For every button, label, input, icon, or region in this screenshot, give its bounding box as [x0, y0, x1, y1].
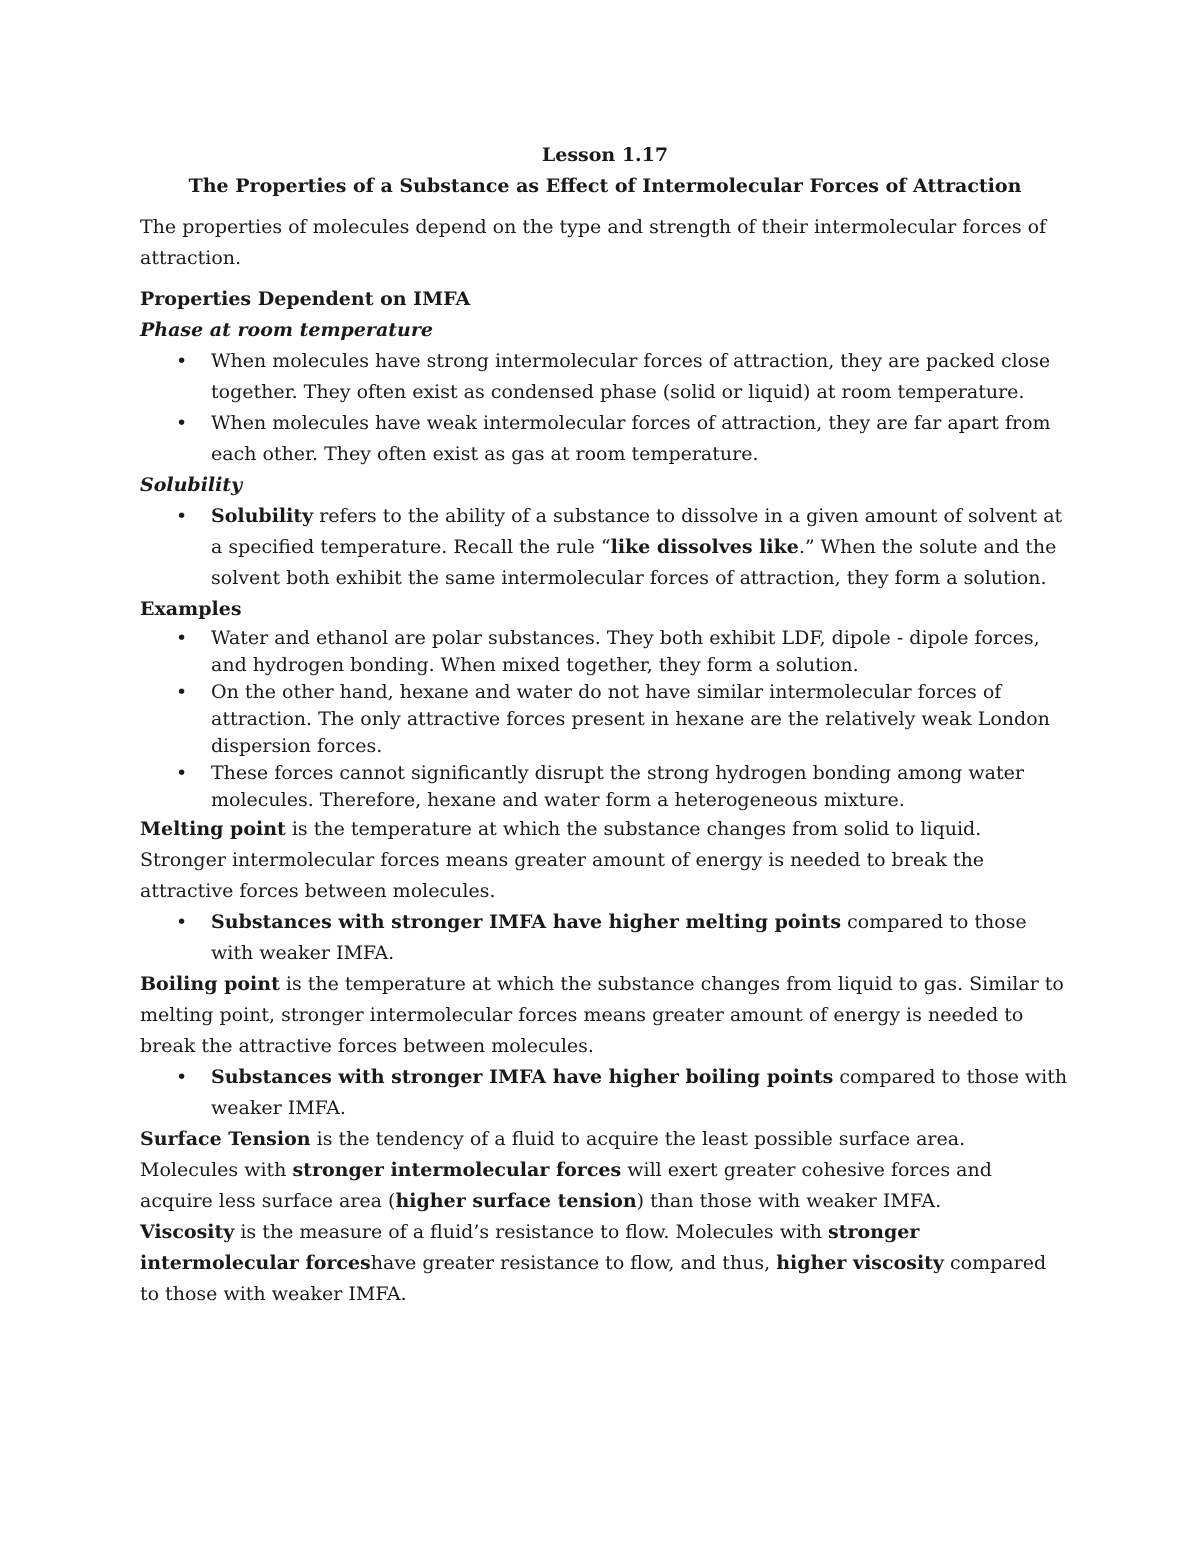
solubility-bullet-list	[140, 501, 1070, 594]
boiling-point-paragraph: Boiling point is the temperature at which the substance changes from liquid to gas. Similar to melting point, stronger intermolecular forces means greater amount of energy is needed to break the attractive forces between molecules.	[140, 973, 1064, 1057]
bullet-icon: •	[176, 505, 188, 527]
subheading-solubility: Solubility	[140, 474, 243, 496]
term-melting-point: Melting point	[140, 818, 286, 840]
viscosity-paragraph: Viscosity is the measure of a fluid’s resistance to flow. Molecules with stronger intermolecular forceshave greater resistance to flow, and thus, higher viscosity compared to those with weaker IMFA.	[140, 1221, 1047, 1305]
surface-tension-detail: Molecules with stronger intermolecular forces will exert greater cohesive forces and acquire less surface area (higher surface tension) than those with weaker IMFA.	[140, 1159, 992, 1212]
bullet-icon: •	[176, 911, 188, 933]
term-surface-tension: Surface Tension	[140, 1128, 311, 1150]
bullet-icon: •	[176, 681, 188, 703]
melting-point-paragraph: Melting point is the temperature at which the substance changes from solid to liquid. Stronger intermolecular forces means greater amount of energy is needed to break the attractive forces between molecules.	[140, 818, 985, 902]
melting-bullet-list	[140, 907, 1070, 969]
document-page	[140, 140, 1070, 1310]
term-boiling-point: Boiling point	[140, 973, 280, 995]
boiling-bullet-list	[140, 1062, 1070, 1124]
lesson-title: The Properties of a Substance as Effect of Intermolecular Forces of Attraction	[188, 175, 1022, 197]
section-heading-properties: Properties Dependent on IMFA	[140, 288, 471, 310]
list-item: • On the other hand, hexane and water do not have similar intermolecular forces of attraction. The only attractive forces present in hexane are the relatively weak London dispersion forces.	[176, 681, 1050, 757]
list-item: • Solubility refers to the ability of a substance to dissolve in a given amount of solvent at a specified temperature. Recall the rule “like dissolves like.” When the solute and the solvent both exhibit the same intermolecular forces of attraction, they form a solution.	[140, 501, 1070, 594]
lesson-number: Lesson 1.17	[541, 144, 669, 166]
term-solubility: Solubility	[211, 505, 314, 527]
section-heading-examples: Examples	[140, 598, 242, 620]
examples-bullet-list	[140, 625, 1070, 814]
intro-paragraph: The properties of molecules depend on the type and strength of their intermolecular forces of attraction.	[140, 216, 1047, 269]
term-viscosity: Viscosity	[140, 1221, 235, 1243]
list-item: • When molecules have strong intermolecular forces of attraction, they are packed close together. They often exist as condensed phase (solid or liquid) at room temperature.	[140, 346, 1070, 408]
list-item: • These forces cannot significantly disrupt the strong hydrogen bonding among water molecules. Therefore, hexane and water form a heterogeneous mixture.	[176, 762, 1024, 811]
surface-tension-paragraph: Surface Tension is the tendency of a fluid to acquire the least possible surface area.	[140, 1128, 966, 1150]
bullet-icon: •	[176, 1066, 188, 1088]
list-item: • Substances with stronger IMFA have higher boiling points compared to those with weaker IMFA.	[140, 1062, 1070, 1124]
bullet-icon: •	[176, 350, 188, 372]
bullet-icon: •	[176, 627, 188, 649]
rule-like-dissolves-like: like dissolves like	[610, 536, 799, 558]
subheading-phase: Phase at room temperature	[140, 319, 433, 341]
bullet-icon: •	[176, 762, 188, 784]
phase-bullet-list	[140, 346, 1070, 470]
list-item: • Water and ethanol are polar substances. They both exhibit LDF, dipole - dipole forces, and hydrogen bonding. When mixed together, they form a solution.	[176, 627, 1040, 676]
bullet-icon: •	[176, 412, 188, 434]
list-item: • Substances with stronger IMFA have higher melting points compared to those with weaker IMFA.	[140, 907, 1070, 969]
list-item: • When molecules have weak intermolecular forces of attraction, they are far apart from each other. They often exist as gas at room temperature.	[140, 408, 1070, 470]
